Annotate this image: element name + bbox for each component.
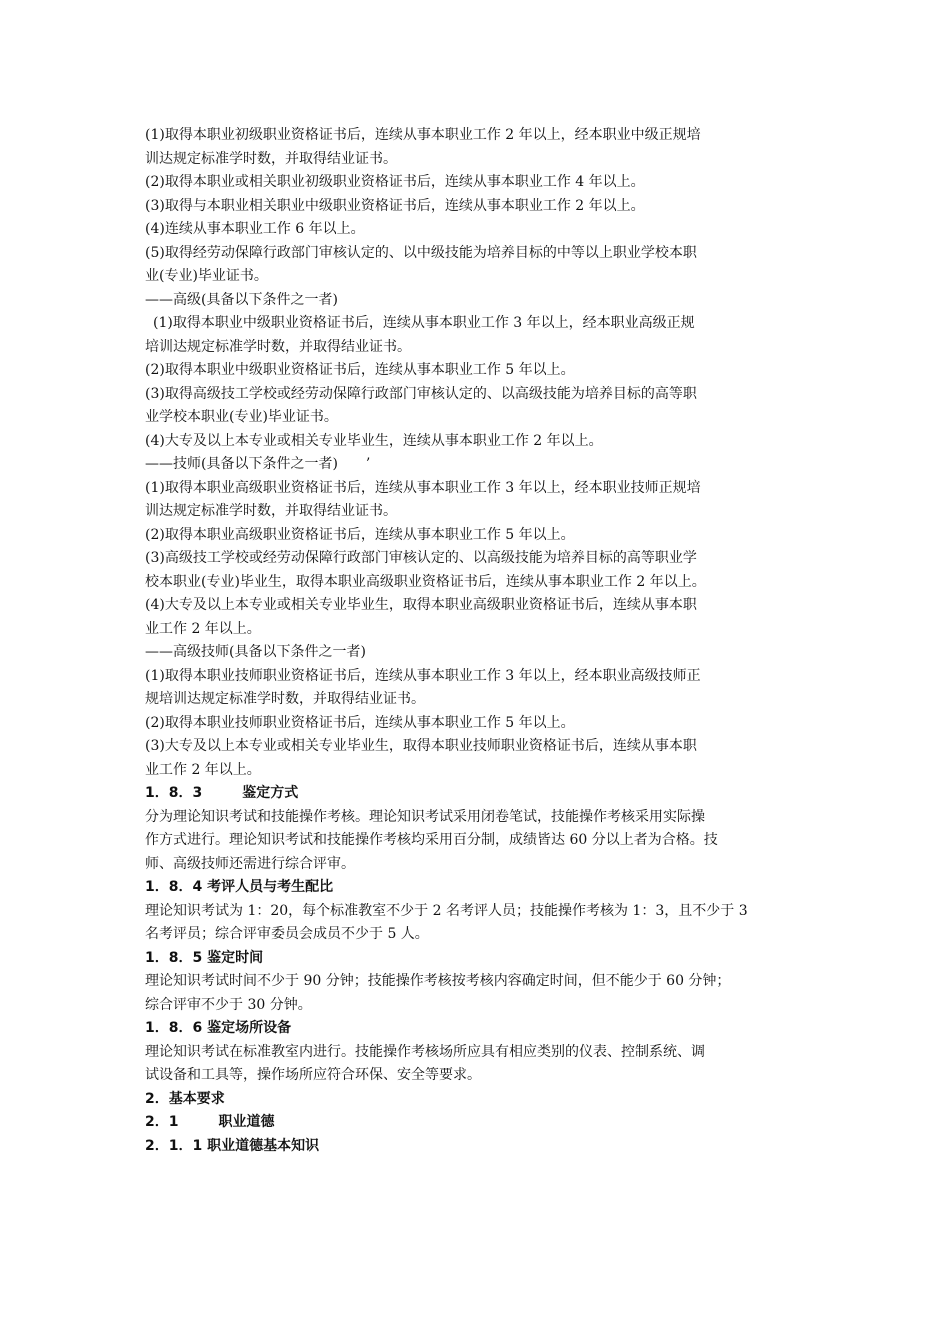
- text-line: (3)大专及以上本专业或相关专业毕业生，取得本职业技师职业资格证书后，连续从事本职: [145, 738, 697, 754]
- text-line: (2)取得本职业中级职业资格证书后，连续从事本职业工作 5 年以上。: [145, 362, 575, 378]
- subsection-label-senior-technician: ——高级技师(具备以下条件之一者): [145, 644, 366, 660]
- subsection-label-senior: ——高级(具备以下条件之一者): [145, 291, 338, 308]
- text-line: (2)取得本职业技师职业资格证书后，连续从事本职业工作 5 年以上。: [145, 714, 575, 731]
- section-number: 2．1: [145, 1114, 179, 1130]
- text-line: 业工作 2 年以上。: [145, 761, 261, 778]
- text-line: 训达规定标准学时数，并取得结业证书。: [145, 150, 397, 167]
- text-line: 师、高级技师还需进行综合评审。: [145, 855, 355, 872]
- section-heading-2-1-1: 2．1．1 职业道德基本知识: [145, 1137, 320, 1154]
- text-line: 业(专业)毕业证书。: [145, 268, 268, 284]
- text-line: (1)取得本职业高级职业资格证书后，连续从事本职业工作 3 年以上，经本职业技师正规培: [145, 479, 701, 496]
- text-line: (1)取得本职业中级职业资格证书后，连续从事本职业工作 3 年以上，经本职业高级正规: [153, 315, 695, 331]
- text-line: (2)取得本职业或相关职业初级职业资格证书后，连续从事本职业工作 4 年以上。: [145, 174, 645, 190]
- text-line: (4)大专及以上本专业或相关专业毕业生，连续从事本职业工作 2 年以上。: [145, 432, 603, 449]
- text-line: 综合评审不少于 30 分钟。: [145, 996, 312, 1013]
- section-title: 鉴定方式: [242, 785, 299, 801]
- text-line: 作方式进行。理论知识考试和技能操作考核均采用百分制，成绩皆达 60 分以上者为合格。技: [145, 832, 718, 848]
- section-number: 1．8．3: [145, 785, 203, 801]
- text-line: 名考评员；综合评审委员会成员不少于 5 人。: [145, 926, 429, 942]
- text-line: (2)取得本职业高级职业资格证书后，连续从事本职业工作 5 年以上。: [145, 526, 575, 543]
- text-line: (5)取得经劳动保障行政部门审核认定的、以中级技能为培养目标的中等以上职业学校本职: [145, 244, 697, 261]
- text-line: (1)取得本职业技师职业资格证书后，连续从事本职业工作 3 年以上，经本职业高级技师正: [145, 667, 701, 684]
- section-title: 职业道德: [218, 1114, 275, 1130]
- text-line: 试设备和工具等，操作场所应符合环保、安全等要求。: [145, 1067, 481, 1083]
- text-line: 业工作 2 年以上。: [145, 620, 261, 637]
- section-heading-2-1: [145, 1111, 817, 1135]
- section-heading-2: 2．基本要求: [145, 1090, 225, 1107]
- section-heading-1-8-6: 1．8．6 鉴定场所设备: [145, 1020, 292, 1036]
- section-heading-1-8-3: [145, 782, 817, 806]
- section-heading-1-8-4: 1．8．4 考评人员与考生配比: [145, 879, 334, 895]
- text-line: 理论知识考试时间不少于 90 分钟；技能操作考核按考核内容确定时间，但不能少于 60 分钟；: [145, 973, 731, 989]
- text-line: (3)高级技工学校或经劳动保障行政部门审核认定的、以高级技能为培养目标的高等职业学: [145, 550, 697, 566]
- text-line: 培训达规定标准学时数，并取得结业证书。: [145, 338, 411, 355]
- subsection-label-technician: ——技师(具备以下条件之一者) ’: [145, 456, 371, 472]
- text-line: 业学校本职业(专业)毕业证书。: [145, 409, 338, 425]
- section-heading-1-8-5: 1．8．5 鉴定时间: [145, 949, 264, 966]
- text-line: 校本职业(专业)毕业生，取得本职业高级职业资格证书后，连续从事本职业工作 2 年以上。: [145, 573, 706, 590]
- text-line: (4)大专及以上本专业或相关专业毕业生，取得本职业高级职业资格证书后，连续从事本职: [145, 597, 697, 613]
- text-line: 规培训达规定标准学时数，并取得结业证书。: [145, 691, 425, 707]
- text-line: 分为理论知识考试和技能操作考核。理论知识考试采用闭卷笔试，技能操作考核采用实际操: [145, 808, 705, 825]
- text-line: 理论知识考试在标准教室内进行。技能操作考核场所应具有相应类别的仪表、控制系统、调: [145, 1043, 705, 1060]
- text-line: (4)连续从事本职业工作 6 年以上。: [145, 221, 365, 237]
- text-line: 理论知识考试为 1：20，每个标准教室不少于 2 名考评人员；技能操作考核为 1：3，且不少于 3: [145, 902, 748, 919]
- text-line: 训达规定标准学时数，并取得结业证书。: [145, 503, 397, 519]
- text-line: (3)取得与本职业相关职业中级职业资格证书后，连续从事本职业工作 2 年以上。: [145, 197, 645, 214]
- document-page: [145, 124, 817, 1158]
- text-line: (3)取得高级技工学校或经劳动保障行政部门审核认定的、以高级技能为培养目标的高等职: [145, 385, 697, 402]
- text-line: (1)取得本职业初级职业资格证书后，连续从事本职业工作 2 年以上，经本职业中级正规培: [145, 127, 701, 143]
